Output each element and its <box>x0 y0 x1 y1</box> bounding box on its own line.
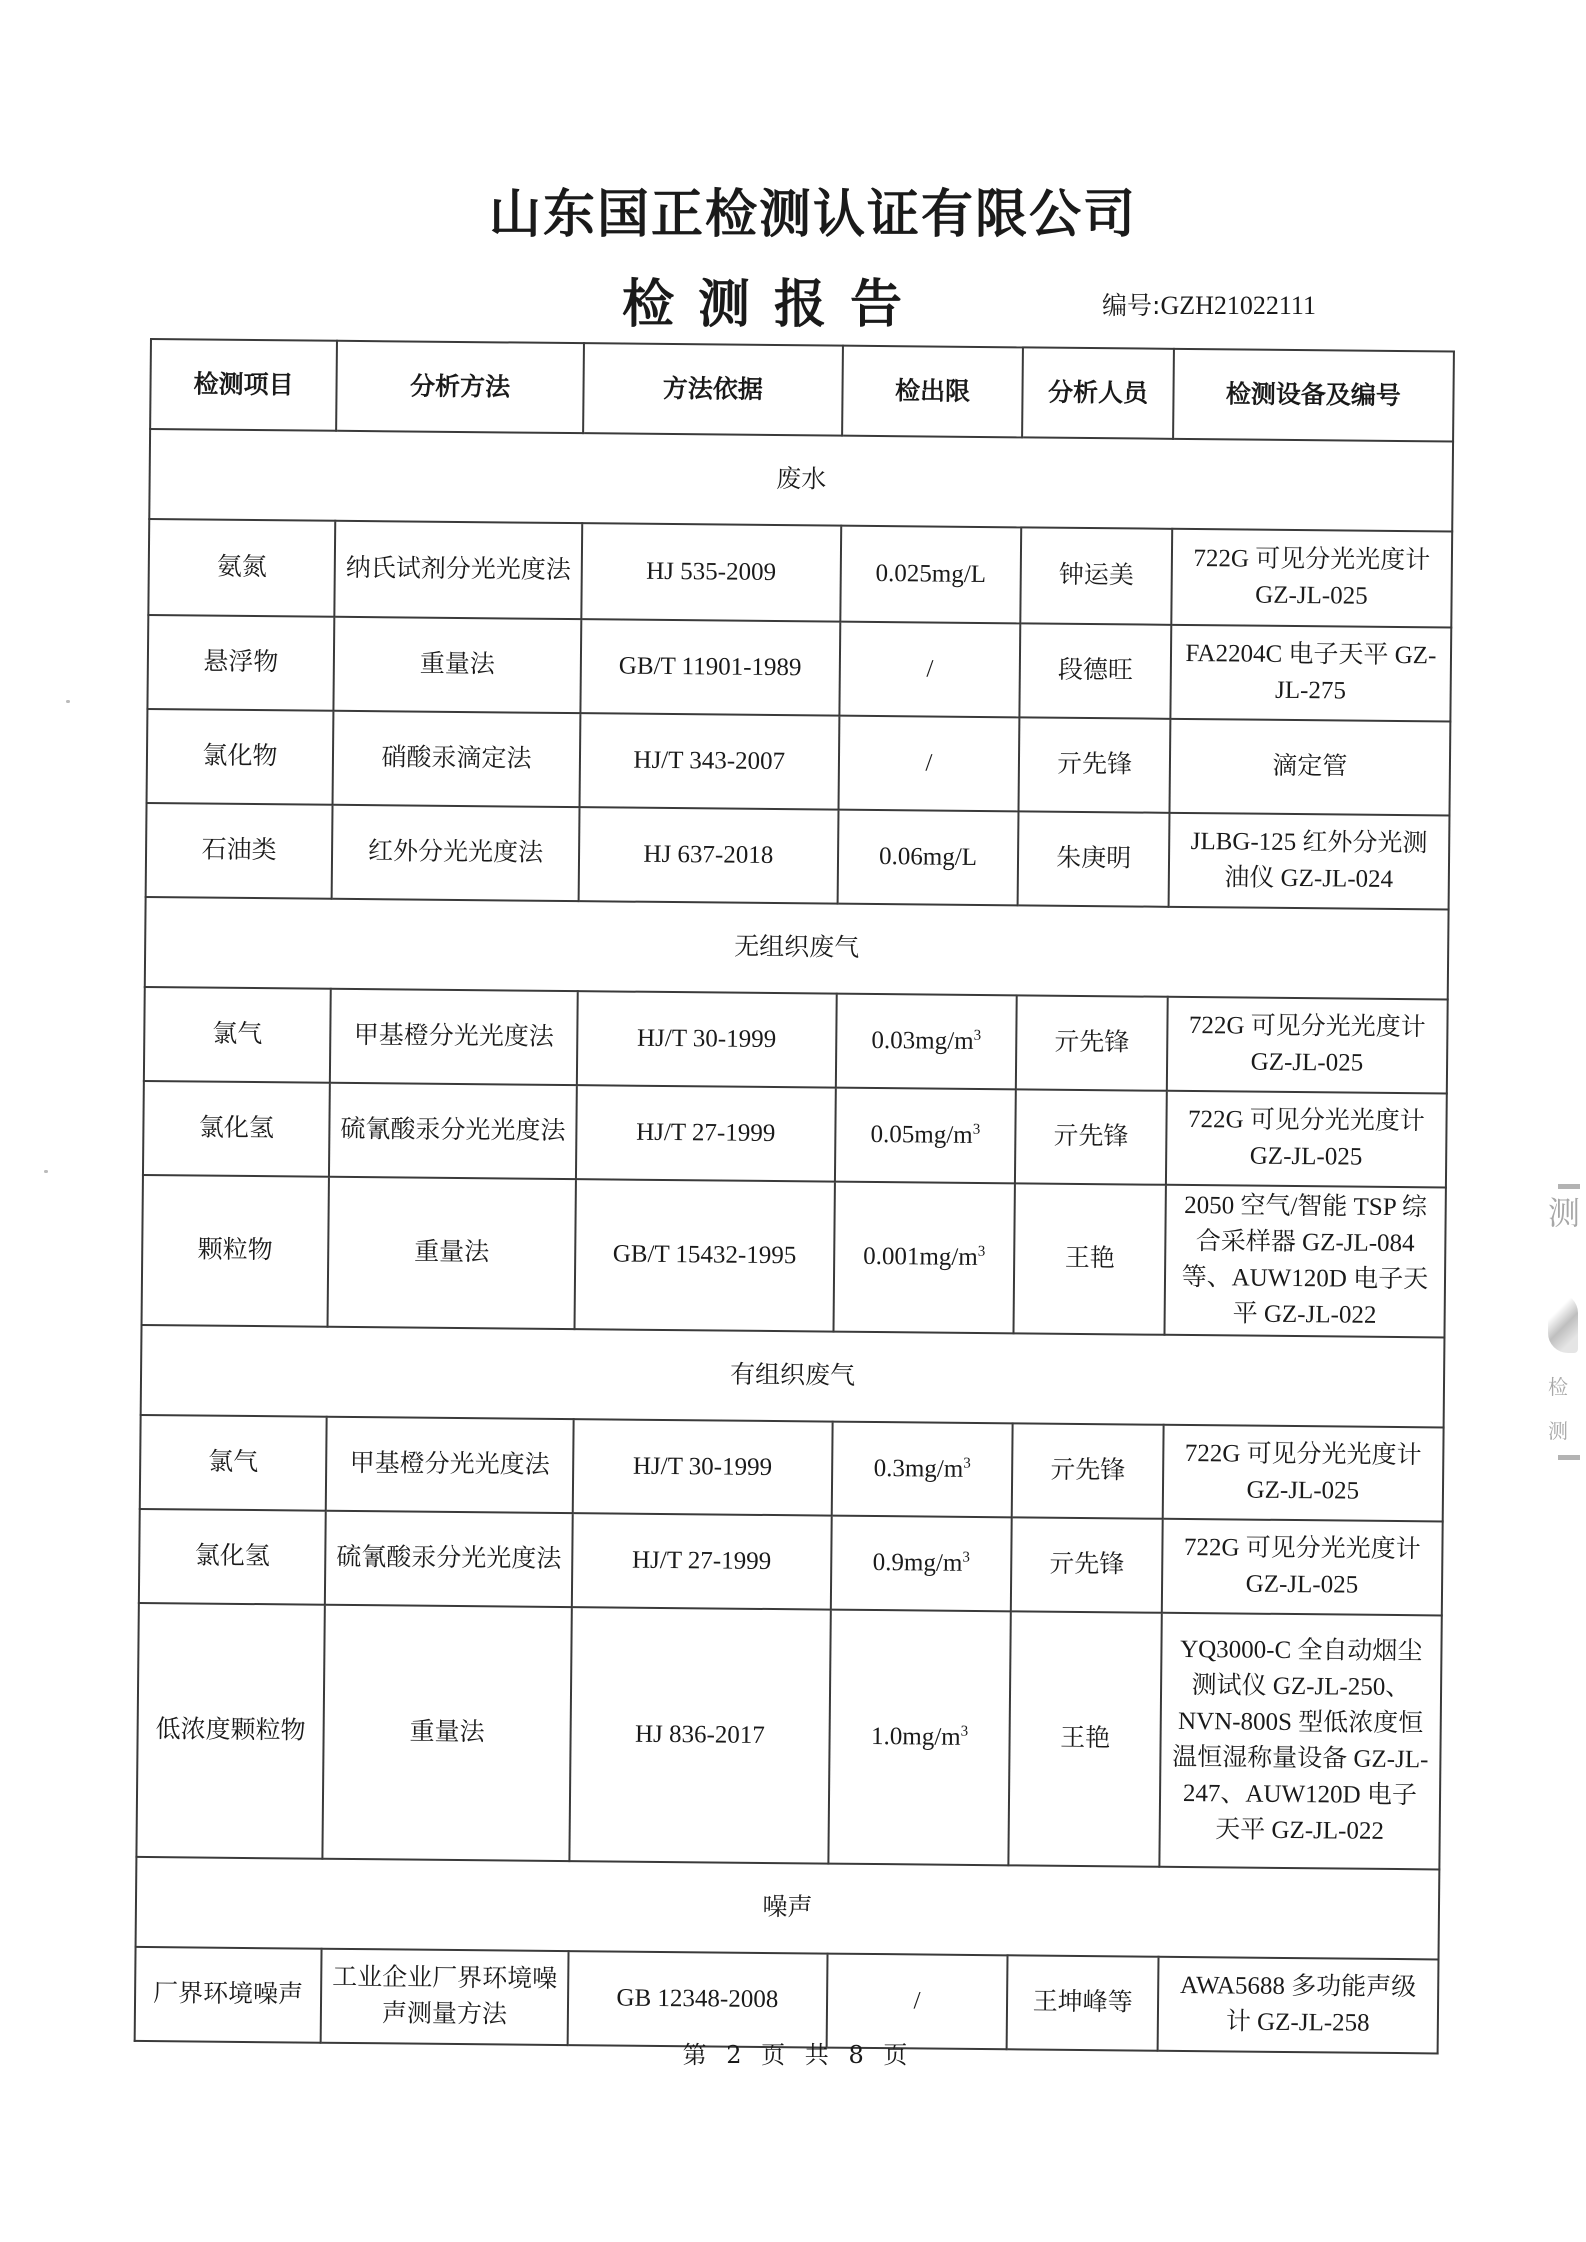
basis-cell: HJ/T 27-1999 <box>572 1513 831 1609</box>
analyst-cell: 王坤峰等 <box>1007 1955 1158 2050</box>
scan-speck <box>44 1170 48 1173</box>
method-cell: 工业企业厂界环境噪声测量方法 <box>321 1949 569 2045</box>
limit-cell <box>831 1422 1013 1518</box>
equipment-cell: 722G 可见分光光度计 GZ-JL-025 <box>1162 1425 1443 1522</box>
table-row <box>147 615 1451 722</box>
method-cell: 重量法 <box>333 617 581 713</box>
limit-value: / <box>926 655 934 683</box>
company-name: 山东国正检测认证有限公司 <box>488 185 1137 245</box>
limit-cell <box>837 810 1019 906</box>
analyst-cell: 王艳 <box>1009 1611 1162 1866</box>
table-row <box>147 709 1451 816</box>
column-header-item: 检测项目 <box>150 339 337 431</box>
stamp-bar <box>1558 1455 1580 1460</box>
unit-superscript: 3 <box>962 1549 970 1566</box>
basis-cell: HJ/T 27-1999 <box>576 1085 835 1181</box>
equipment-cell: 722G 可见分光光度计 GZ-JL-025 <box>1166 1091 1447 1188</box>
basis-cell: GB 12348-2008 <box>568 1951 827 2047</box>
analyst-cell: 亓先锋 <box>1019 717 1170 812</box>
equipment-cell: 722G 可见分光光度计 GZ-JL-025 <box>1167 997 1448 1094</box>
analyst-cell: 亓先锋 <box>1015 1089 1166 1184</box>
report-number-value: GZH21022111 <box>1160 291 1316 320</box>
limit-cell <box>835 994 1017 1090</box>
equipment-cell: 722G 可见分光光度计 GZ-JL-025 <box>1171 529 1452 628</box>
item-cell: 悬浮物 <box>147 615 334 711</box>
limit-value: / <box>925 749 933 777</box>
equipment-cell: JLBG-125 红外分光测油仪 GZ-JL-024 <box>1168 813 1449 910</box>
analyst-cell: 亓先锋 <box>1016 995 1167 1090</box>
equipment-cell: FA2204C 电子天平 GZ-JL-275 <box>1170 625 1451 722</box>
equipment-cell: 滴定管 <box>1169 719 1450 816</box>
section-title: 废水 <box>149 429 1453 532</box>
item-cell: 氯化氢 <box>139 1509 326 1605</box>
method-cell: 红外分光光度法 <box>332 805 580 901</box>
item-cell: 厂界环境噪声 <box>135 1947 322 2043</box>
table-row <box>142 1175 1446 1338</box>
basis-cell: GB/T 15432-1995 <box>575 1179 835 1331</box>
analyst-cell: 钟运美 <box>1021 527 1172 624</box>
stamp-char: 测 <box>1548 1194 1581 1232</box>
column-header-method: 分析方法 <box>336 341 584 433</box>
report-number-label: 编号: <box>1102 291 1161 320</box>
column-header-equipment: 检测设备及编号 <box>1173 349 1454 442</box>
equipment-cell: YQ3000-C 全自动烟尘测试仪 GZ-JL-250、NVN-800S 型低浓度恒温恒湿称量设备 GZ-JL-247、AUW120D 电子天平 GZ-JL-022 <box>1159 1613 1442 1870</box>
edge-seal-stamp <box>1548 1180 1584 1464</box>
limit-value: / <box>913 1987 921 2015</box>
column-header-basis: 方法依据 <box>583 343 842 435</box>
method-cell: 重量法 <box>322 1605 572 1861</box>
basis-cell: HJ/T 30-1999 <box>573 1419 832 1515</box>
method-cell: 硫氰酸汞分光光度法 <box>325 1511 573 1607</box>
limit-value: 0.9mg/m <box>872 1548 963 1577</box>
column-header-analyst: 分析人员 <box>1023 347 1174 438</box>
table-row <box>143 1081 1447 1188</box>
table-header-row <box>150 339 1454 442</box>
unit-superscript: 3 <box>960 1723 969 1740</box>
stamp-emblem-icon <box>1548 1293 1578 1353</box>
limit-value: 0.001mg/m <box>863 1242 978 1271</box>
limit-cell <box>839 622 1021 718</box>
item-cell: 氯化物 <box>147 709 334 805</box>
unit-superscript: 3 <box>977 1243 986 1260</box>
table-row <box>139 1509 1443 1616</box>
method-cell: 甲基橙分光光度法 <box>326 1417 574 1513</box>
unit-superscript: 3 <box>973 1027 982 1044</box>
table-row <box>136 1603 1441 1869</box>
section-title: 噪声 <box>136 1857 1440 1960</box>
test-items-table <box>134 338 1455 2054</box>
limit-value: 0.06mg/L <box>878 843 978 871</box>
method-cell: 硝酸汞滴定法 <box>332 711 580 807</box>
limit-value: 0.3mg/m <box>873 1454 964 1483</box>
analyst-cell: 亓先锋 <box>1011 1517 1162 1612</box>
limit-cell <box>838 716 1020 812</box>
basis-cell: HJ 637-2018 <box>579 807 838 903</box>
limit-cell <box>830 1516 1012 1612</box>
item-cell: 低浓度颗粒物 <box>136 1603 324 1859</box>
basis-cell: HJ 535-2009 <box>581 523 840 621</box>
table-row <box>140 1415 1444 1522</box>
limit-value: 0.03mg/m <box>871 1026 974 1055</box>
unit-superscript: 3 <box>972 1121 981 1138</box>
unit-superscript: 3 <box>963 1455 971 1472</box>
table-row <box>148 519 1452 628</box>
table-body <box>135 429 1453 2053</box>
item-cell: 颗粒物 <box>142 1175 329 1327</box>
limit-value: 1.0mg/m <box>870 1722 961 1751</box>
analyst-cell: 朱庚明 <box>1018 811 1169 906</box>
basis-cell: HJ 836-2017 <box>569 1607 830 1863</box>
page-number: 第 2 页 共 8 页 <box>682 2041 914 2069</box>
column-header-limit: 检出限 <box>842 346 1024 438</box>
section-title: 无组织废气 <box>145 897 1449 1000</box>
section-row <box>145 897 1449 1000</box>
limit-cell <box>833 1182 1015 1334</box>
basis-cell: GB/T 11901-1989 <box>580 619 839 715</box>
analyst-cell: 段德旺 <box>1020 623 1171 718</box>
method-cell: 甲基橙分光光度法 <box>330 989 578 1085</box>
stamp-bar <box>1558 1184 1580 1189</box>
report-number <box>1102 286 1316 322</box>
limit-value: 0.025mg/L <box>875 559 987 589</box>
equipment-cell: 722G 可见分光光度计 GZ-JL-025 <box>1162 1519 1443 1616</box>
limit-cell <box>835 1088 1017 1184</box>
method-cell: 硫氰酸汞分光光度法 <box>329 1083 577 1179</box>
report-title: 检测报告 <box>622 275 927 335</box>
basis-cell: HJ/T 343-2007 <box>580 713 839 809</box>
item-cell: 氨氮 <box>148 519 335 617</box>
analyst-cell: 王艳 <box>1014 1183 1166 1334</box>
section-row <box>141 1325 1445 1428</box>
limit-cell <box>828 1610 1011 1866</box>
limit-value: 0.05mg/m <box>870 1120 973 1149</box>
basis-cell: HJ/T 30-1999 <box>577 991 836 1087</box>
scan-speck <box>66 700 70 703</box>
section-title: 有组织废气 <box>141 1325 1445 1428</box>
stamp-char: 检测 <box>1548 1375 1568 1443</box>
section-row <box>149 429 1453 532</box>
item-cell: 氯化氢 <box>143 1081 330 1177</box>
limit-cell <box>840 526 1022 624</box>
item-cell: 氯气 <box>144 987 331 1083</box>
method-cell: 纳氏试剂分光光度法 <box>334 521 582 619</box>
table-row <box>144 987 1448 1094</box>
analyst-cell: 亓先锋 <box>1012 1423 1163 1518</box>
equipment-cell: AWA5688 多功能声级计 GZ-JL-258 <box>1157 1957 1438 2054</box>
section-row <box>136 1857 1440 1960</box>
item-cell: 氯气 <box>140 1415 327 1511</box>
equipment-cell: 2050 空气/智能 TSP 综合采样器 GZ-JL-084 等、AUW120D 电子天平 GZ-JL-022 <box>1164 1185 1446 1338</box>
item-cell: 石油类 <box>146 803 333 899</box>
method-cell: 重量法 <box>327 1177 576 1329</box>
table-row <box>146 803 1450 910</box>
